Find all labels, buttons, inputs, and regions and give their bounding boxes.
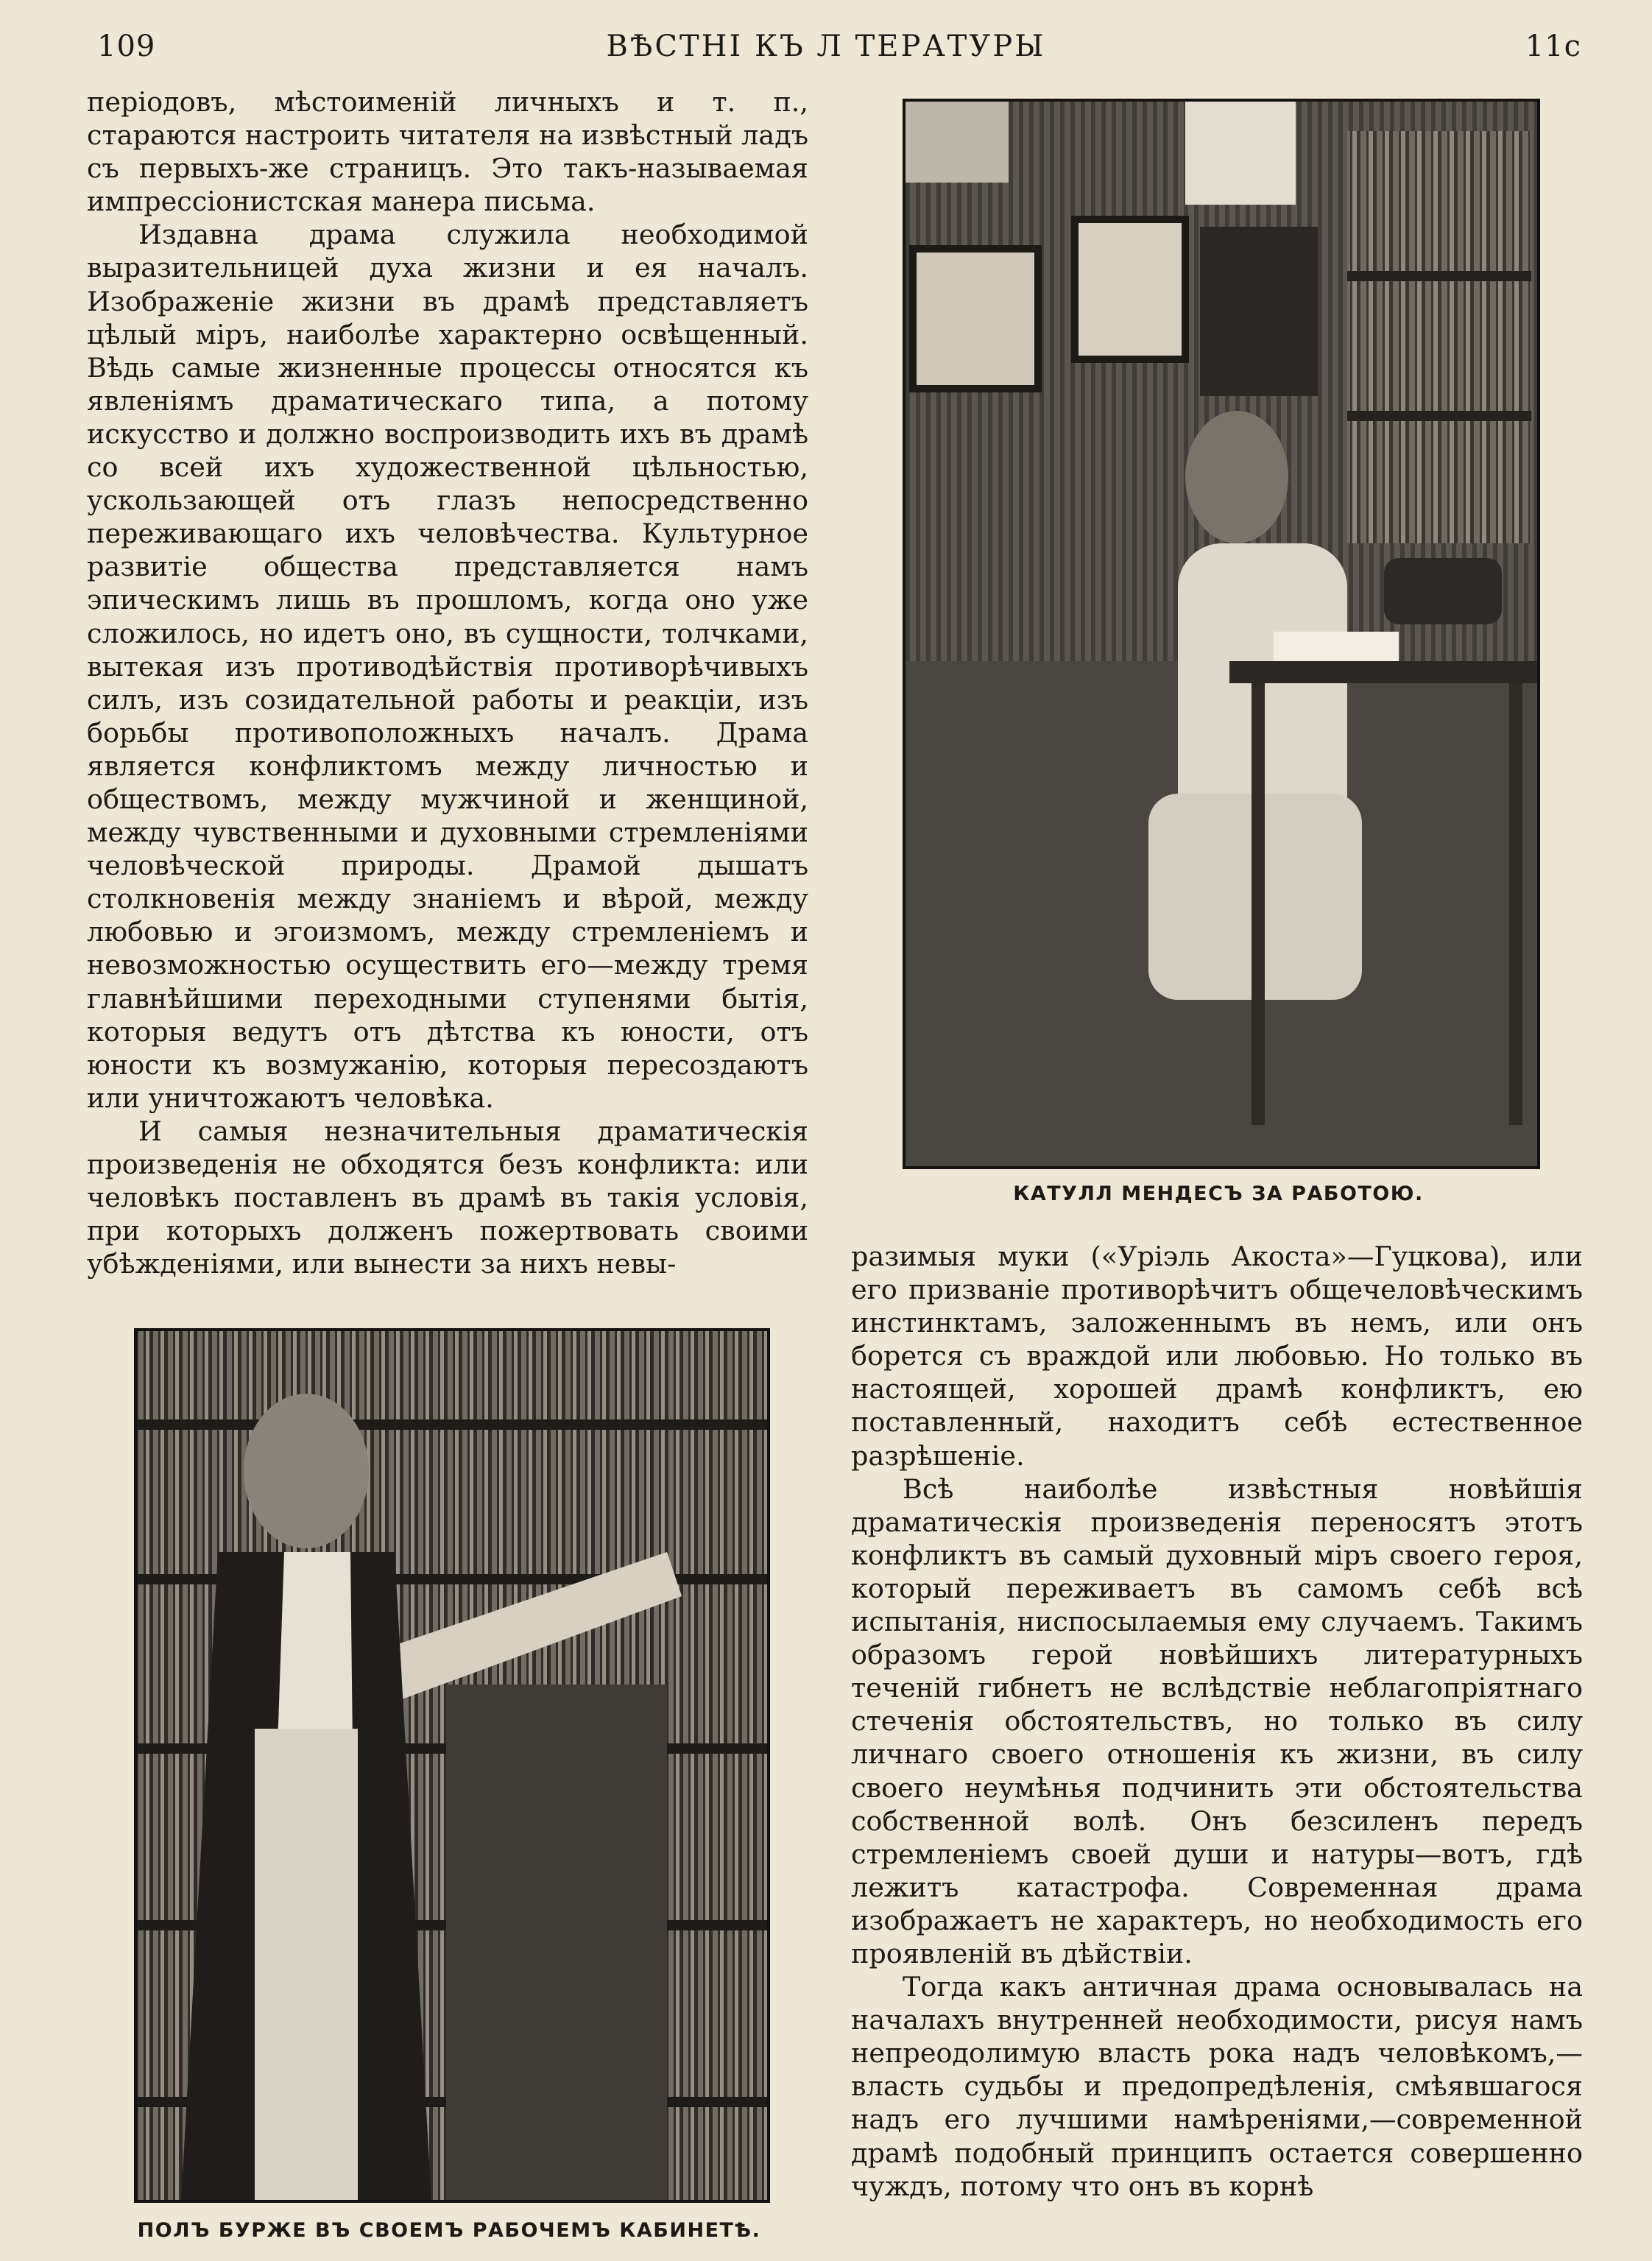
page-number-left: 109	[97, 29, 156, 63]
running-title: ВѢСТНІ КЪ Л ТЕРАТУРЫ	[606, 29, 1046, 63]
paragraph: И самыя незначительныя драматическія произведенія не обходятся безъ конфликта: или человѣкъ поставленъ въ драмѣ въ такія условія, при которыхъ долженъ пожертвовать своими убѣжденіями, или вынести за нихъ невы-	[87, 1115, 808, 1280]
right-text-column	[851, 1240, 1583, 2203]
paragraph: періодовъ, мѣстоименій личныхъ и т. п., стараются настроить читателя на извѣстный ладъ съ первыхъ-же страницъ. Это такъ-называемая импрессіонистская манера письма.	[87, 86, 808, 218]
paragraph: Всѣ наиболѣе извѣстныя новѣйшія драматическія произведенія переносятъ этотъ конфликтъ въ самый духовный міръ своего героя, который переживаетъ въ самомъ себѣ всѣ испытанія, ниспосылаемыя ему случаемъ. Такимъ образомъ герой новѣйшихъ литературныхъ теченій гибнетъ не вслѣдствіе неблагопріятнаго стеченія обстоятельствъ, но только въ силу личнаго своего отношенія къ жизни, въ силу своего неумѣнья подчинить эти обстоятельства собственной волѣ. Онъ безсиленъ передъ стремленіемъ своей души и натуры—вотъ, гдѣ лежитъ катастрофа. Современная драма изображаетъ не характеръ, но необходимость его проявленій въ дѣйствіи.	[851, 1472, 1583, 1969]
photo-mendes-at-work	[903, 99, 1540, 1169]
mendes-photo-caption: КАТУЛЛ МЕНДЕСЪ ЗА РАБОТОЮ.	[1013, 1182, 1424, 1205]
page-number-right: 11c	[1525, 29, 1581, 63]
paragraph: Издавна драма служила необходимой выразительницей духа жизни и ея началъ. Изображеніе жизни въ драмѣ представляетъ цѣлый міръ, наиболѣе характерно освѣщенный. Вѣдь самые жизненные процессы относятся къ явленіямъ драматическаго типа, а потому искусство и должно воспроизводить ихъ въ драмѣ со всей ихъ художественной цѣльностью, ускользающей отъ глазъ непосредственно переживающаго ихъ человѣчества. Культурное развитіе общества представляется намъ эпическимъ лишь въ прошломъ, когда оно уже сложилось, но идетъ оно, въ сущности, толчками, вытекая изъ противодѣйствія противорѣчивыхъ силъ, изъ созидательной работы и реакціи, изъ борьбы противоположныхъ началъ. Драма является конфликтомъ между личностью и обществомъ, между мужчиной и женщиной, между чувственными и духовными стремленіями человѣческой природы. Драмой дышатъ столкновенія между знаніемъ и вѣрой, между любовью и эгоизмомъ, между стремленіемъ и невозможностью осуществить его—между тремя главнѣйшими переходными ступенями бытія, которыя ведутъ отъ дѣтства къ юности, отъ юности къ возмужанію, которыя пересоздаютъ или уничтожаютъ человѣка.	[87, 219, 808, 1114]
mendes-photo-illustration	[906, 102, 1537, 1166]
paragraph: разимыя муки («Уріэль Акоста»—Гуцкова), или его призваніе противорѣчитъ общечеловѣческимъ инстинктамъ, заложеннымъ въ немъ, или онъ борется съ враждой или любовью. Но только въ настоящей, хорошей драмѣ конфликтъ, ею поставленный, находитъ себѣ естественное разрѣшеніе.	[851, 1241, 1583, 1472]
bourget-photo-illustration	[137, 1331, 767, 2200]
photo-bourget-in-study	[134, 1328, 770, 2203]
bourget-photo-caption: ПОЛЪ БУРЖЕ ВЪ СВОЕМЪ РАБОЧЕМЪ КАБИНЕТѢ.	[137, 2219, 761, 2242]
paragraph: Тогда какъ античная драма основывалась на началахъ внутренней необходимости, рисуя намъ непреодолимую власть рока надъ человѣкомъ,—власть судьбы и предопредѣленія, смѣявшагося надъ его лучшими намѣреніями,—современной драмѣ подобный принципъ остается совершенно чуждъ, потому что онъ въ корнѣ	[851, 1971, 1583, 2202]
left-text-column	[87, 85, 808, 1280]
